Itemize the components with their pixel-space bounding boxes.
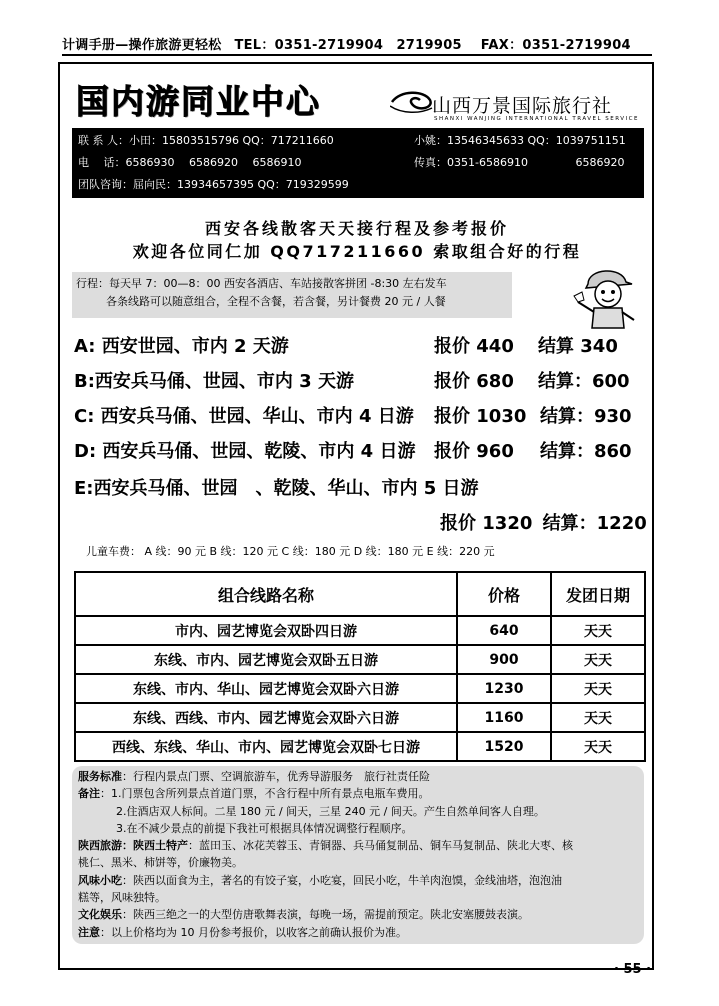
swirl-logo-icon [390, 88, 434, 114]
route-e-settle: 结算：1220 [542, 513, 647, 534]
snack-text: ：陕西以面食为主，著名的有饺子宴，小吃宴，回民小吃，牛羊肉泡馍，金线油塔，泡泡油 [122, 873, 562, 887]
service-text: ：行程内景点门票、空调旅游车，优秀导游服务 旅行社责任险 [122, 770, 430, 783]
itinerary-line-2: 各条线路可以随意组合，全程不含餐，若含餐，另计餐费 20 元 / 人餐 [106, 295, 446, 308]
row-price: 1230 [457, 674, 551, 703]
contact-fax: 传真：0351-6586910 6586920 [414, 156, 625, 169]
route-b-settle: 结算：600 [538, 371, 630, 392]
tagline: 计调手册—操作旅游更轻松 [62, 38, 222, 53]
remark-label: 备注 [78, 787, 100, 801]
route-e [74, 474, 479, 500]
itinerary-line-1: 行程：每天早 7：00—8：00 西安各酒店、车站接散客拼团 -8:30 左右发车 [76, 277, 447, 290]
snack-label: 风味小吃 [78, 873, 122, 887]
special-label: 陕西旅游：陕西土特产 [78, 839, 188, 853]
entertainment-label: 文化娱乐 [78, 908, 122, 922]
service-label: 服务标准 [78, 770, 122, 783]
combo-table [74, 571, 646, 762]
kids-fare: 儿童车费： A 线：90 元 B 线：120 元 C 线：180 元 D 线：180 元 E 线：220 元 [86, 545, 495, 558]
row-price: 1160 [457, 703, 551, 732]
row-departure: 天天 [551, 703, 645, 732]
notes-box [72, 766, 644, 944]
route-e-name: E:西安兵马俑、世园 、乾陵、华山、市内 5 日游 [74, 478, 479, 499]
route-e-prices [440, 509, 647, 535]
route-c-price: 报价 1030 [434, 406, 527, 427]
row-departure: 天天 [551, 645, 645, 674]
contact-group: 团队咨询：屈向民：13934657395 QQ：719329599 [78, 178, 349, 191]
top-bar [62, 34, 652, 56]
headline-2: 欢迎各位同仁加 QQ717211660 索取组合好的行程 [132, 242, 582, 261]
route-a [74, 332, 618, 358]
route-d [74, 437, 632, 463]
contact-box [72, 128, 644, 198]
agency-english: SHANXI WANJING INTERNATIONAL TRAVEL SERVICE [434, 116, 639, 122]
table-row [75, 616, 645, 645]
agency-name: 山西万景国际旅行社 [432, 95, 613, 117]
row-departure: 天天 [551, 674, 645, 703]
route-c-settle: 结算：930 [540, 406, 632, 427]
route-a-name: A: 西安世园、市内 2 天游 [74, 336, 289, 357]
row-price: 1520 [457, 732, 551, 761]
brand-title: 国内游同业中心 [76, 82, 321, 121]
contact-yao: 小姚：13546345633 QQ：1039751151 [414, 134, 626, 147]
route-b-name: B:西安兵马俑、世园、市内 3 天游 [74, 371, 354, 392]
col-departure: 发团日期 [551, 572, 645, 616]
page-number: · 55 · [614, 962, 652, 977]
special-text: ：蓝田玉、冰花芙蓉玉、青铜器、兵马俑复制品、铜车马复制品、陕北大枣、核 [188, 839, 573, 853]
table-row [75, 703, 645, 732]
route-b-price: 报价 680 [434, 371, 514, 392]
row-route: 东线、西线、市内、园艺博览会双卧六日游 [75, 703, 457, 732]
route-e-price: 报价 1320 [440, 513, 533, 534]
col-route-name: 组合线路名称 [75, 572, 457, 616]
table-row [75, 645, 645, 674]
table-row [75, 732, 645, 761]
remark-2: 2.住酒店双人标间。二星 180 元 / 间天，三星 240 元 / 间天。产生自然单间客人自理。 [116, 804, 545, 818]
mascot-illustration [570, 262, 642, 330]
route-d-name: D: 西安兵马俑、世园、乾陵、市内 4 日游 [74, 441, 416, 462]
route-c-name: C: 西安兵马俑、世园、华山、市内 4 日游 [74, 406, 414, 427]
tel: TEL：0351-2719904 2719905 [234, 38, 462, 53]
row-route: 东线、市内、园艺博览会双卧五日游 [75, 645, 457, 674]
attention-label: 注意 [78, 925, 100, 939]
table-row [75, 674, 645, 703]
logo-row [60, 66, 652, 128]
row-departure: 天天 [551, 732, 645, 761]
remark-3: 3.在不减少景点的前提下我社可根据具体情况调整行程顺序。 [116, 821, 413, 835]
route-a-settle: 结算 340 [538, 336, 618, 357]
row-route: 西线、东线、华山、市内、园艺博览会双卧七日游 [75, 732, 457, 761]
contact-phone: 电 话：6586930 6586920 6586910 [78, 156, 302, 169]
headline-1: 西安各线散客天天接行程及参考报价 [204, 219, 509, 238]
fax: FAX：0351-2719904 [480, 38, 631, 53]
route-d-settle: 结算：860 [540, 441, 632, 462]
table-header-row [75, 572, 645, 616]
row-departure: 天天 [551, 616, 645, 645]
remark-1: ：1.门票包含所列景点首道门票，不含行程中所有景点电瓶车费用。 [100, 787, 430, 801]
itinerary-box [72, 272, 512, 318]
special-text-2: 桃仁、黑米、柿饼等，价廉物美。 [78, 856, 243, 870]
row-price: 900 [457, 645, 551, 674]
entertainment-text: ：陕西三绝之一的大型仿唐歌舞表演，每晚一场，需提前预定。陕北安塞腰鼓表演。 [122, 908, 529, 922]
row-route: 东线、市内、华山、园艺博览会双卧六日游 [75, 674, 457, 703]
col-price: 价格 [457, 572, 551, 616]
route-d-price: 报价 960 [434, 441, 514, 462]
snack-text-2: 糕等，风味独特。 [78, 891, 166, 905]
attention-text: ：以上价格均为 10 月份参考报价，以收客之前确认报价为准。 [100, 925, 407, 939]
route-b [74, 367, 630, 393]
row-price: 640 [457, 616, 551, 645]
route-c [74, 402, 632, 428]
contact-tian: 联 系 人：小田：15803515796 QQ：717211660 [78, 134, 334, 147]
row-route: 市内、园艺博览会双卧四日游 [75, 616, 457, 645]
route-a-price: 报价 440 [434, 336, 514, 357]
